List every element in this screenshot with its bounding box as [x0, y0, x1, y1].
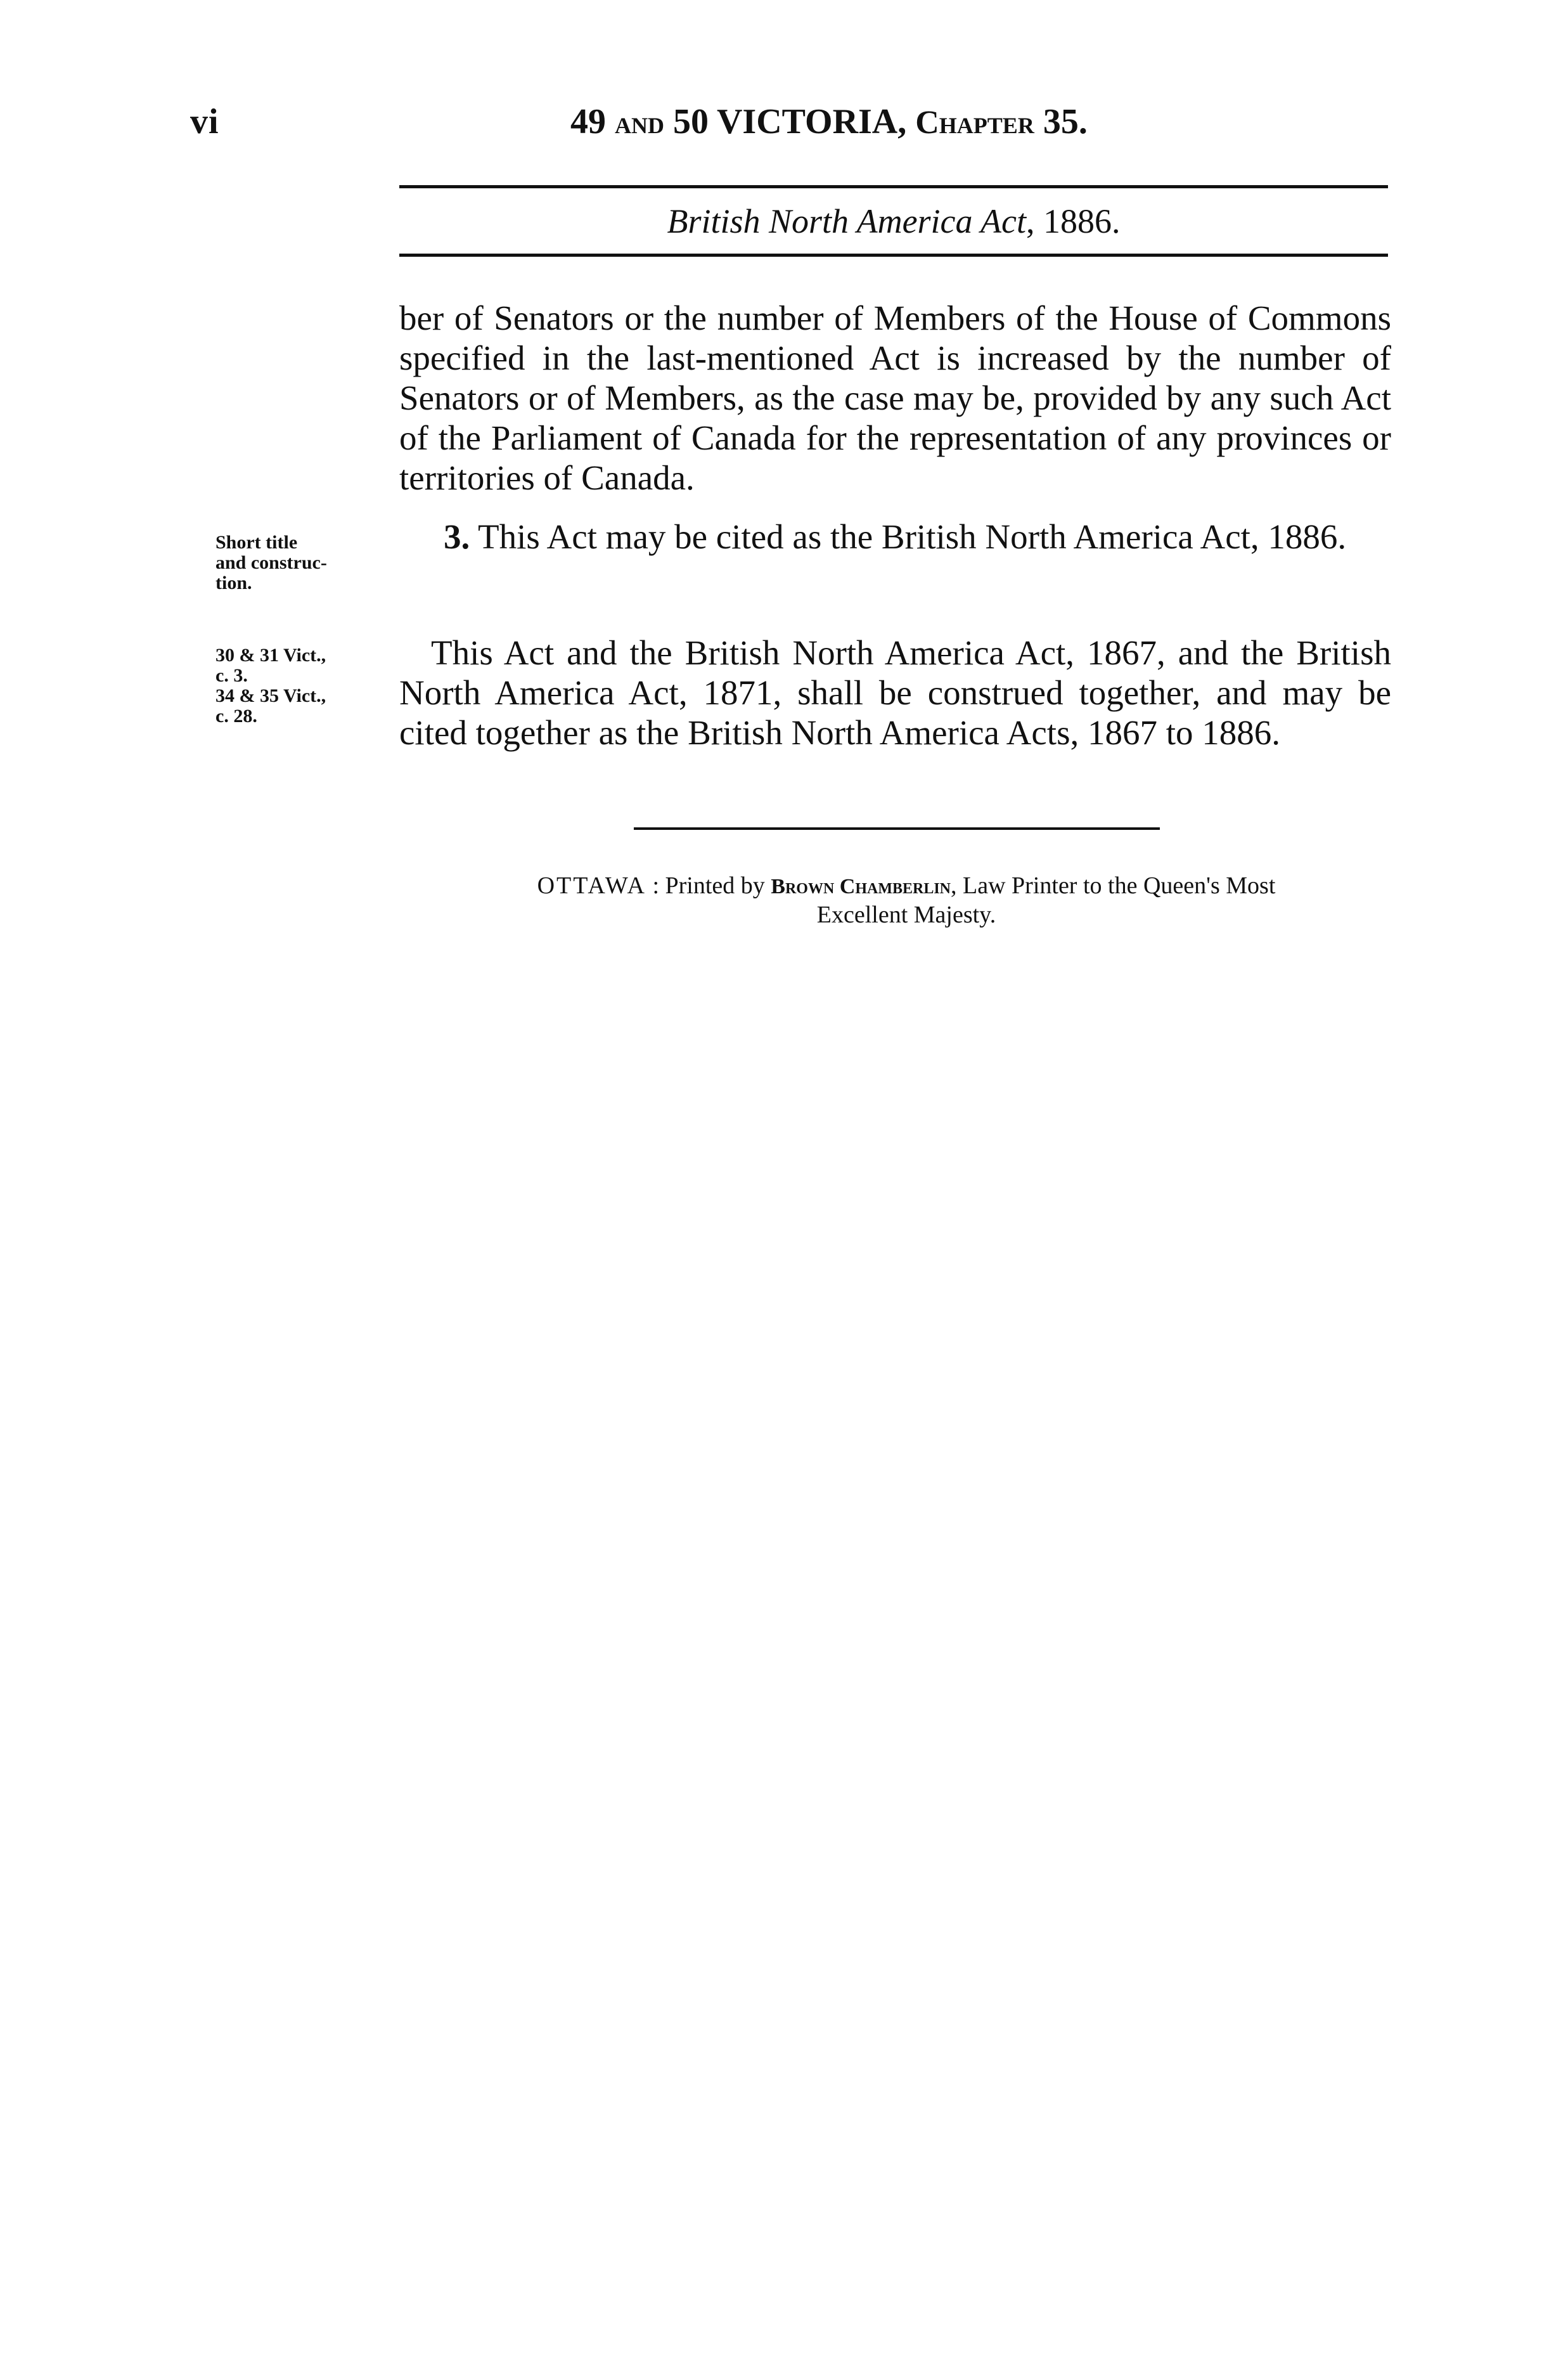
act-title: British North America Act — [667, 202, 1026, 240]
imprint-printer-name: Brown Chamberlin — [771, 875, 951, 898]
header-rule-bottom — [399, 254, 1388, 257]
running-head-num: 35. — [1034, 102, 1088, 141]
imprint-rest-1: , Law Printer to the Queen's Most — [951, 872, 1276, 899]
paragraph-construction: This Act and the British North America Act, 1867, and the British North America Act, 1871, shall be construed together, and may be cited together as the British North America Acts, 1867 to 1886. — [399, 633, 1391, 752]
imprint-city: OTTAWA — [537, 872, 646, 899]
closing-rule — [634, 827, 1160, 830]
margin-note-statute-refs: 30 & 31 Vict., c. 3. 34 & 35 Vict., c. 28. — [215, 645, 326, 727]
running-head — [570, 101, 1268, 142]
section-number: 3. — [444, 517, 470, 556]
paragraph-section-3 — [399, 517, 1391, 557]
imprint-line-2: Excellent Majesty. — [816, 902, 996, 928]
act-year: , 1886. — [1026, 202, 1121, 240]
running-head-and: and — [615, 105, 664, 141]
imprint-sep: : Printed by — [646, 872, 771, 899]
running-head-chapter: Chapter — [915, 105, 1034, 141]
header-rule-top — [399, 185, 1388, 188]
section-3-text: This Act may be cited as the British North America Act, 1886. — [470, 517, 1347, 556]
margin-note-short-title: Short title and construc- tion. — [215, 532, 327, 593]
imprint-line-1 — [399, 872, 1413, 901]
paragraph-continuation: ber of Senators or the number of Members of the House of Commons specified in the last-mentioned Act is increased by the number of Senators or of Members, as the case may be, provided by any such Act of the Parliament of Canada for the representation of any provinces or territories of Canada. — [399, 299, 1391, 497]
printer-imprint — [399, 872, 1413, 929]
act-subhead — [399, 202, 1388, 241]
running-head-prefix: 49 — [570, 102, 615, 141]
page-number: vi — [190, 102, 219, 141]
running-head-mid: 50 VICTORIA, — [664, 102, 916, 141]
